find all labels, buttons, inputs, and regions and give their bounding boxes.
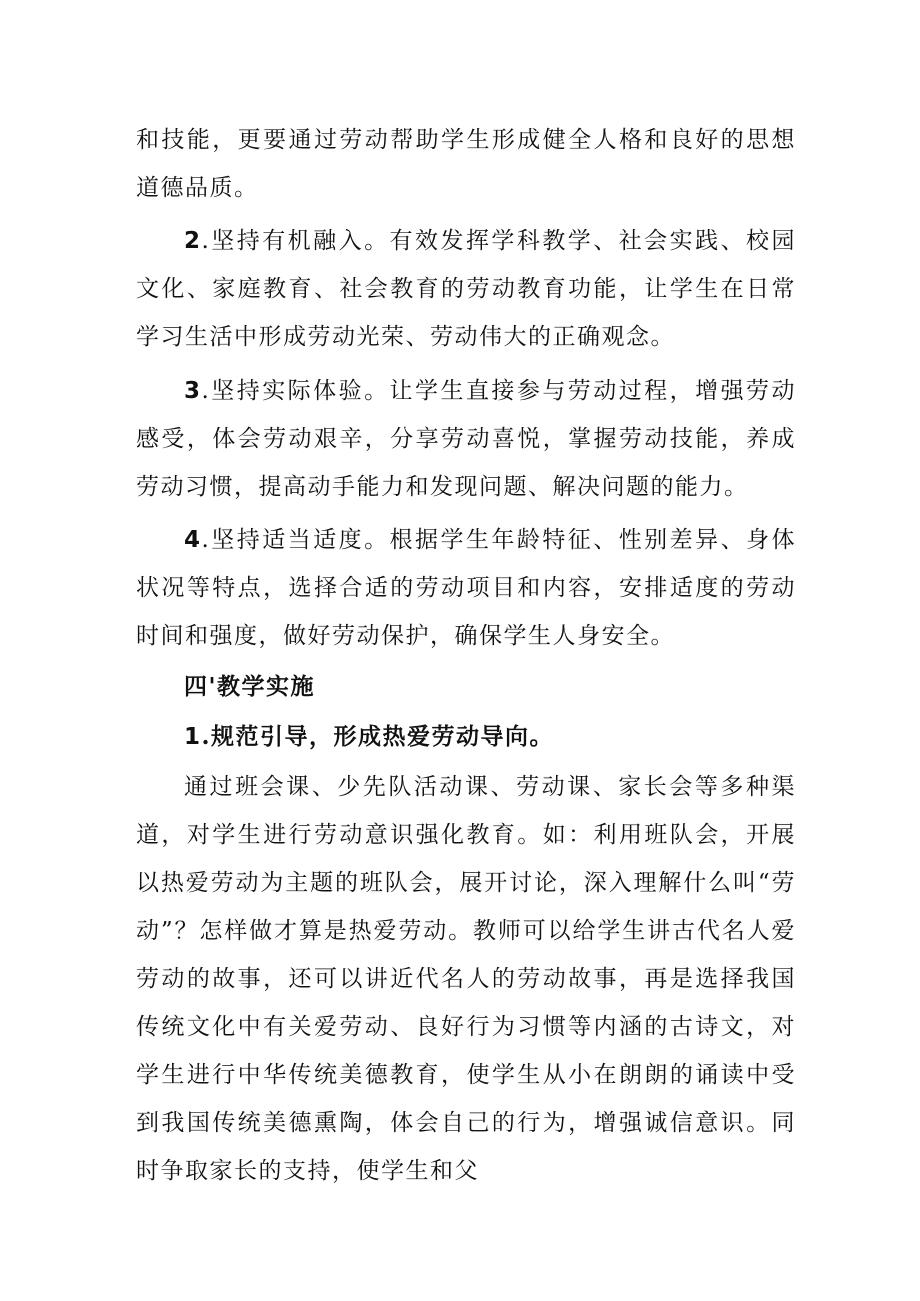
principle-number: 4 (184, 527, 202, 553)
body-text: 通过班会课、少先队活动课、劳动课、家长会等多种渠道，对学生进行劳动意识强化教育。如：利用班队会，开展以热爱劳动为主题的班队会，展开讨论，深入理解什么叫“劳动”？怎样做才算是热爱劳动。教师可以给学生讲古代名人爱劳动的故事，还可以讲近代名人的劳动故事，再是选择我国传统文化中有关爱劳动、良好行为习惯等内涵的古诗文，对学生进行中华传统美德教育，使学生从小在朗朗的诵读中受到我国传统美德熏陶，体会自己的行为，增强诚信意识。同时争取家长的支持，使学生和父 (136, 774, 796, 1184)
principle-paragraph-2 (136, 217, 796, 361)
principle-title: .坚持实际体验。 (201, 378, 390, 404)
principle-title: .坚持适当适度。 (201, 527, 390, 553)
continuation-text: 和技能，更要通过劳动帮助学生形成健全人格和良好的思想道德品质。 (136, 127, 796, 201)
principle-paragraph-4 (136, 516, 796, 660)
principle-text: 让学生直接参与劳动过程，增强劳动感受，体会劳动艰辛，分享劳动喜悦，掌握劳动技能，养成劳动习惯，提高动手能力和发现问题、解决问题的能力。 (136, 378, 797, 500)
subheading-number: 1 (184, 724, 202, 750)
continuation-paragraph (136, 116, 796, 212)
principle-number: 3 (184, 378, 202, 404)
subheading-text: .规范引导，形成热爱劳动导向。 (201, 723, 555, 750)
principle-text: 有效发挥学科教学、社会实践、校园文化、家庭教育、社会教育的劳动教育功能，让学生在日常学习生活中形成劳动光荣、劳动伟大的正确观念。 (136, 228, 797, 350)
principle-number: 2 (184, 228, 202, 254)
subheading (136, 713, 796, 761)
principle-title: .坚持有机融入。 (201, 228, 390, 254)
principle-text: 根据学生年龄特征、性别差异、身体状况等特点，选择合适的劳动项目和内容，安排适度的劳动时间和强度，做好劳动保护，确保学生人身安全。 (136, 527, 797, 649)
body-paragraph (136, 763, 796, 1195)
section-heading (136, 663, 796, 711)
section-heading-text: 四'教学实施 (184, 673, 316, 700)
principle-paragraph-3 (136, 367, 796, 511)
